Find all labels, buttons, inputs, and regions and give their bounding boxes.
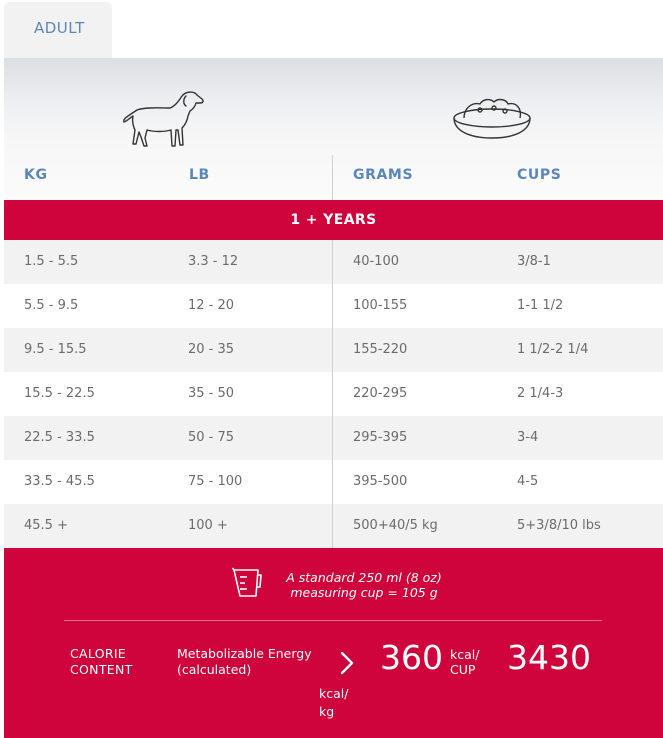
feeding-table bbox=[4, 240, 663, 548]
calorie-label-line1: CALORIE bbox=[70, 646, 127, 661]
table-row bbox=[4, 284, 663, 328]
column-divider bbox=[332, 155, 333, 200]
cell-lb: 20 - 35 bbox=[188, 342, 235, 357]
cell-kg: 15.5 - 22.5 bbox=[24, 386, 95, 401]
calorie-footer bbox=[4, 548, 663, 738]
cell-cups: 3-4 bbox=[517, 430, 539, 445]
cell-kg: 9.5 - 15.5 bbox=[24, 342, 87, 357]
kcal-per-cup-value: 360 bbox=[380, 638, 443, 677]
kcal-per-kg-value: 3430 bbox=[507, 638, 591, 677]
cell-lb: 3.3 - 12 bbox=[188, 254, 239, 269]
cell-grams: 40-100 bbox=[353, 254, 400, 269]
chevron-right-icon bbox=[338, 650, 356, 676]
age-band: 1 + YEARS bbox=[4, 200, 663, 240]
table-row bbox=[4, 460, 663, 504]
tab-adult-label: ADULT bbox=[34, 19, 85, 37]
cell-grams: 155-220 bbox=[353, 342, 408, 357]
kcal-cup-unit-line1: kcal/ bbox=[450, 647, 480, 662]
cell-lb: 12 - 20 bbox=[188, 298, 235, 313]
col-header-kg: KG bbox=[24, 167, 48, 183]
me-label-line2: (calculated) bbox=[177, 662, 252, 677]
footer-divider bbox=[64, 620, 602, 621]
cell-cups: 3/8-1 bbox=[517, 254, 551, 269]
metabolizable-energy-label bbox=[177, 646, 312, 678]
calorie-label-line2: CONTENT bbox=[70, 662, 133, 677]
cell-kg: 33.5 - 45.5 bbox=[24, 474, 95, 489]
cell-kg: 1.5 - 5.5 bbox=[24, 254, 79, 269]
cell-cups: 4-5 bbox=[517, 474, 539, 489]
me-label-line1: Metabolizable Energy bbox=[177, 646, 312, 661]
tab-adult[interactable] bbox=[4, 2, 112, 58]
cell-lb: 100 + bbox=[188, 518, 228, 533]
table-row bbox=[4, 328, 663, 372]
cup-note-line2: measuring cup = 105 g bbox=[290, 585, 438, 600]
cell-cups: 1-1 1/2 bbox=[517, 298, 564, 313]
table-row bbox=[4, 416, 663, 460]
cell-lb: 35 - 50 bbox=[188, 386, 235, 401]
tab-bar bbox=[0, 0, 663, 58]
cell-lb: 50 - 75 bbox=[188, 430, 235, 445]
kcal-kg-unit-line2: kg bbox=[319, 704, 335, 719]
cell-cups: 5+3/8/10 lbs bbox=[517, 518, 601, 533]
kcal-per-cup-unit bbox=[450, 647, 479, 677]
cell-kg: 5.5 - 9.5 bbox=[24, 298, 79, 313]
measuring-cup-icon bbox=[232, 567, 262, 599]
table-hero bbox=[4, 58, 663, 200]
kcal-cup-unit-line2: CUP bbox=[450, 662, 476, 677]
cell-grams: 500+40/5 kg bbox=[353, 518, 438, 533]
cell-lb: 75 - 100 bbox=[188, 474, 243, 489]
cell-cups: 2 1/4-3 bbox=[517, 386, 564, 401]
kcal-kg-unit-line1: kcal/ bbox=[319, 686, 349, 701]
calorie-content-label bbox=[70, 646, 133, 678]
food-bowl-icon bbox=[450, 96, 534, 142]
cup-note-line1: A standard 250 ml (8 oz) bbox=[286, 570, 442, 585]
col-header-grams: GRAMS bbox=[353, 167, 414, 183]
column-divider bbox=[332, 240, 333, 548]
col-header-lb: LB bbox=[189, 167, 210, 183]
dog-icon bbox=[120, 90, 206, 152]
table-row bbox=[4, 240, 663, 284]
cell-kg: 45.5 + bbox=[24, 518, 68, 533]
col-header-cups: CUPS bbox=[517, 167, 562, 183]
kcal-per-kg-unit bbox=[319, 685, 359, 721]
measuring-cup-note bbox=[274, 570, 454, 600]
cell-grams: 220-295 bbox=[353, 386, 408, 401]
table-row bbox=[4, 372, 663, 416]
cell-grams: 295-395 bbox=[353, 430, 408, 445]
cell-grams: 395-500 bbox=[353, 474, 408, 489]
cell-cups: 1 1/2-2 1/4 bbox=[517, 342, 589, 357]
table-row bbox=[4, 504, 663, 548]
cell-grams: 100-155 bbox=[353, 298, 408, 313]
cell-kg: 22.5 - 33.5 bbox=[24, 430, 95, 445]
